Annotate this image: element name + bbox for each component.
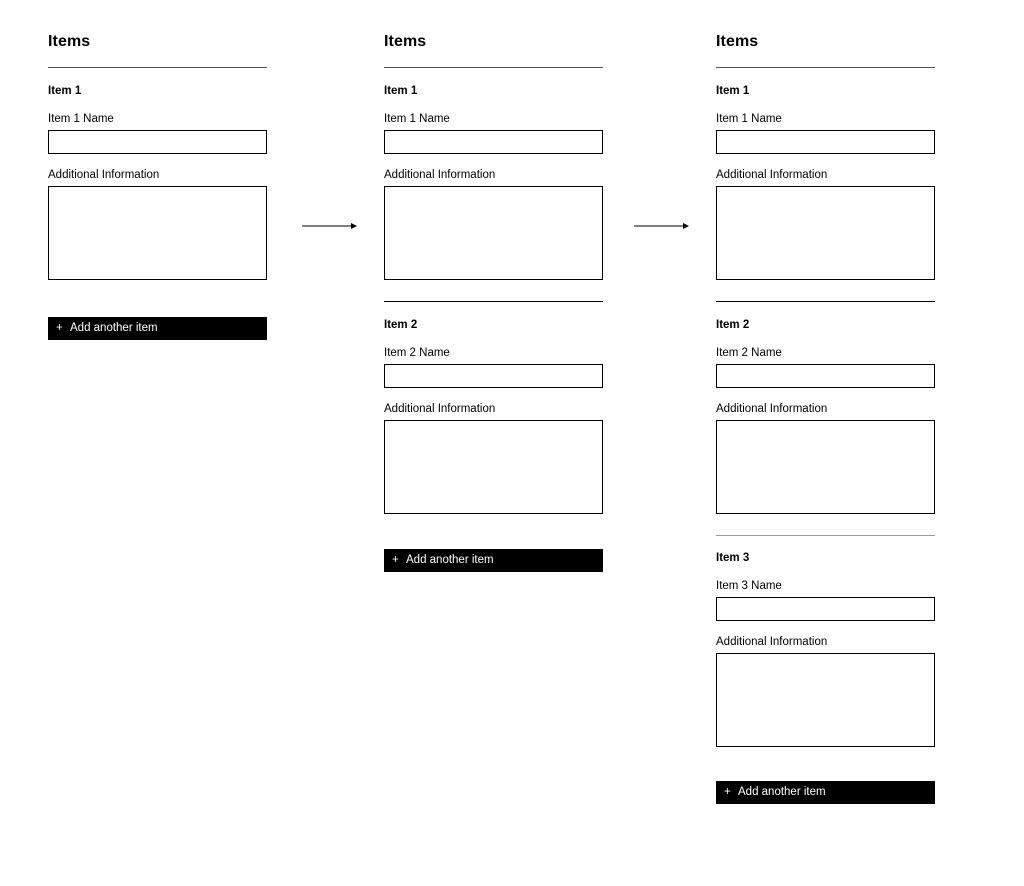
item-heading: Item 2 — [384, 319, 418, 331]
item-name-label: Item 2 Name — [384, 347, 450, 359]
additional-information-label: Additional Information — [716, 636, 828, 648]
item-divider — [384, 301, 603, 302]
item-name-label: Item 1 Name — [384, 113, 450, 125]
item-name-input[interactable] — [716, 130, 935, 154]
item-heading: Item 1 — [48, 85, 82, 97]
item-heading: Item 3 — [716, 552, 750, 564]
panel-title: Items — [716, 33, 759, 50]
plus-icon: + — [724, 786, 731, 798]
title-divider — [48, 67, 267, 68]
additional-information-textarea[interactable] — [48, 186, 267, 280]
add-another-item-button[interactable] — [384, 549, 603, 572]
additional-information-label: Additional Information — [384, 403, 496, 415]
add-another-item-label: Add another item — [70, 322, 158, 334]
additional-information-label: Additional Information — [48, 169, 160, 181]
additional-information-textarea[interactable] — [716, 420, 935, 514]
plus-icon: + — [392, 554, 399, 566]
item-name-input[interactable] — [384, 130, 603, 154]
item-heading: Item 2 — [716, 319, 750, 331]
item-name-label: Item 1 Name — [48, 113, 114, 125]
additional-information-label: Additional Information — [716, 169, 828, 181]
arrow-right-icon — [302, 221, 358, 231]
plus-icon: + — [56, 322, 63, 334]
add-another-item-label: Add another item — [738, 786, 826, 798]
additional-information-textarea[interactable] — [384, 186, 603, 280]
item-heading: Item 1 — [384, 85, 418, 97]
item-name-input[interactable] — [48, 130, 267, 154]
additional-information-label: Additional Information — [716, 403, 828, 415]
item-name-input[interactable] — [716, 597, 935, 621]
additional-information-label: Additional Information — [384, 169, 496, 181]
add-another-item-button[interactable] — [48, 317, 267, 340]
item-name-label: Item 1 Name — [716, 113, 782, 125]
item-name-label: Item 2 Name — [716, 347, 782, 359]
additional-information-textarea[interactable] — [716, 186, 935, 280]
additional-information-textarea[interactable] — [716, 653, 935, 747]
item-divider — [716, 301, 935, 302]
panel-title: Items — [48, 33, 91, 50]
additional-information-textarea[interactable] — [384, 420, 603, 514]
arrow-right-icon — [634, 221, 690, 231]
item-name-input[interactable] — [384, 364, 603, 388]
item-heading: Item 1 — [716, 85, 750, 97]
title-divider — [384, 67, 603, 68]
item-name-input[interactable] — [716, 364, 935, 388]
add-another-item-button[interactable] — [716, 781, 935, 804]
add-another-item-label: Add another item — [406, 554, 494, 566]
panel-title: Items — [384, 33, 427, 50]
item-divider — [716, 535, 935, 536]
item-name-label: Item 3 Name — [716, 580, 782, 592]
title-divider — [716, 67, 935, 68]
